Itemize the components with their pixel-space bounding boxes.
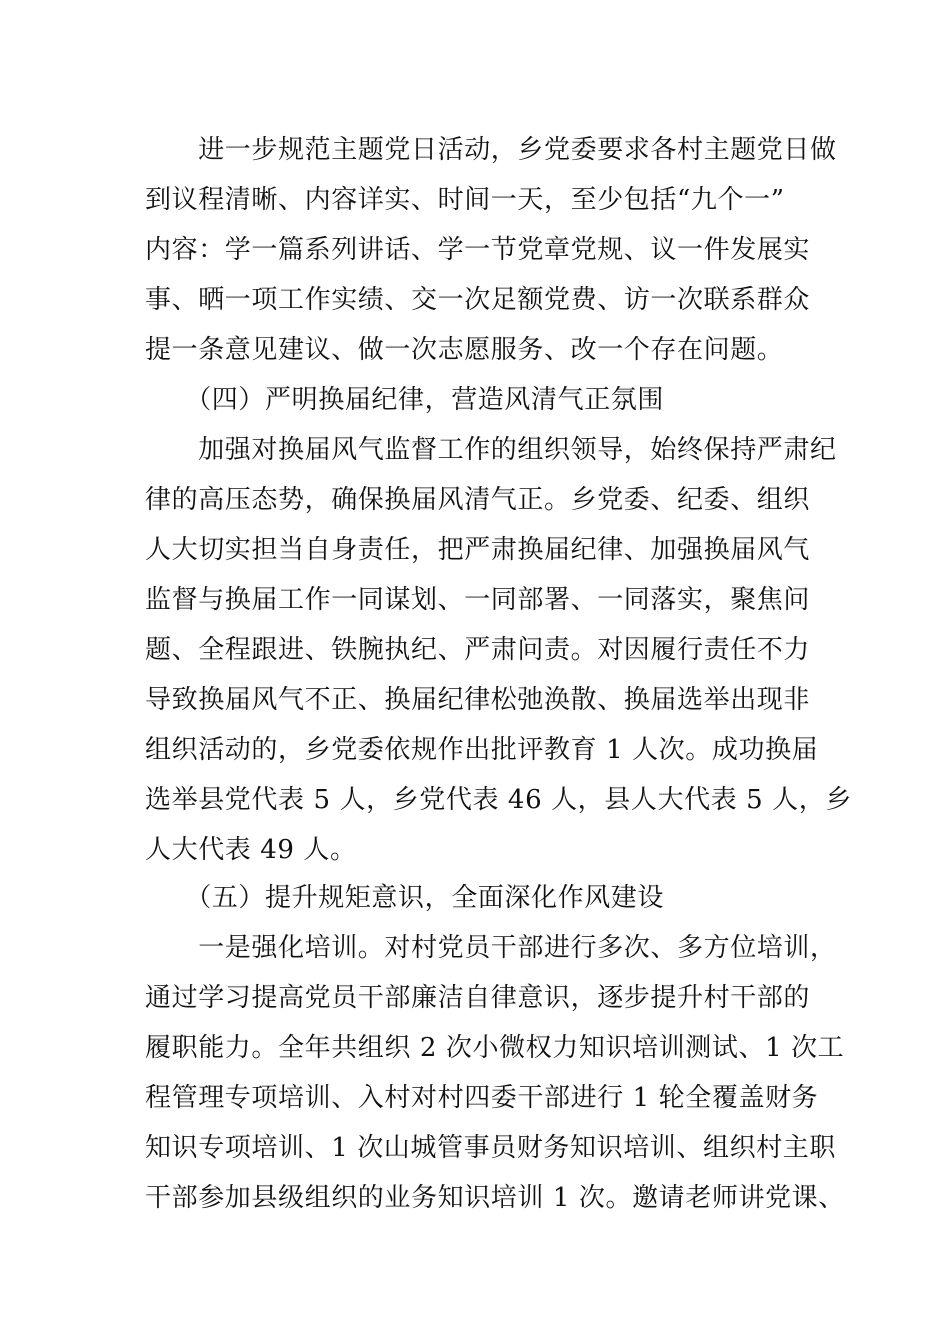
text-line: 人大切实担当自身责任，把严肃换届纪律、加强换届风气 bbox=[145, 535, 811, 565]
text-line: 一是强化培训。对村党员干部进行多次、多方位培训， bbox=[145, 933, 837, 963]
text-line: 到议程清晰、内容详实、时间一天，至少包括“九个一” bbox=[145, 185, 785, 215]
text-line: 知识专项培训、1 次山城管事员财务知识培训、组织村主职 bbox=[145, 1133, 837, 1163]
text-line: 监督与换届工作一同谋划、一同部署、一同落实，聚焦问 bbox=[145, 585, 811, 615]
text-line: 导致换届风气不正、换届纪律松弛涣散、换届选举出现非 bbox=[145, 685, 811, 715]
text-line: 加强对换届风气监督工作的组织领导，始终保持严肃纪 bbox=[145, 435, 837, 465]
text-line: 律的高压态势，确保换届风清气正。乡党委、纪委、组织 bbox=[145, 485, 811, 515]
text-line: 程管理专项培训、入村对村四委干部进行 1 轮全覆盖财务 bbox=[145, 1083, 819, 1113]
text-line: 内容：学一篇系列讲话、学一节党章党规、议一件发展实 bbox=[145, 235, 811, 265]
section-heading: （四）严明换届纪律，营造风清气正氛围 bbox=[145, 385, 665, 415]
text-line: 进一步规范主题党日活动，乡党委要求各村主题党日做 bbox=[145, 135, 837, 165]
section-heading: （五）提升规矩意识，全面深化作风建设 bbox=[145, 883, 665, 913]
text-line: 提一条意见建议、做一次志愿服务、改一个存在问题。 bbox=[145, 335, 784, 365]
text-line: 人大代表 49 人。 bbox=[145, 835, 357, 865]
text-line: 通过学习提高党员干部廉洁自律意识，逐步提升村干部的 bbox=[145, 983, 811, 1013]
text-line: 干部参加县级组织的业务知识培训 1 次。邀请老师讲党课、 bbox=[145, 1183, 845, 1213]
text-line: 选举县党代表 5 人，乡党代表 46 人，县人大代表 5 人，乡 bbox=[145, 785, 852, 815]
text-line: 题、全程跟进、铁腕执纪、严肃问责。对因履行责任不力 bbox=[145, 635, 811, 665]
text-line: 组织活动的，乡党委依规作出批评教育 1 人次。成功换届 bbox=[145, 735, 819, 765]
text-line: 履职能力。全年共组织 2 次小微权力知识培训测试、1 次工 bbox=[145, 1033, 845, 1063]
text-line: 事、晒一项工作实绩、交一次足额党费、访一次联系群众 bbox=[145, 285, 811, 315]
